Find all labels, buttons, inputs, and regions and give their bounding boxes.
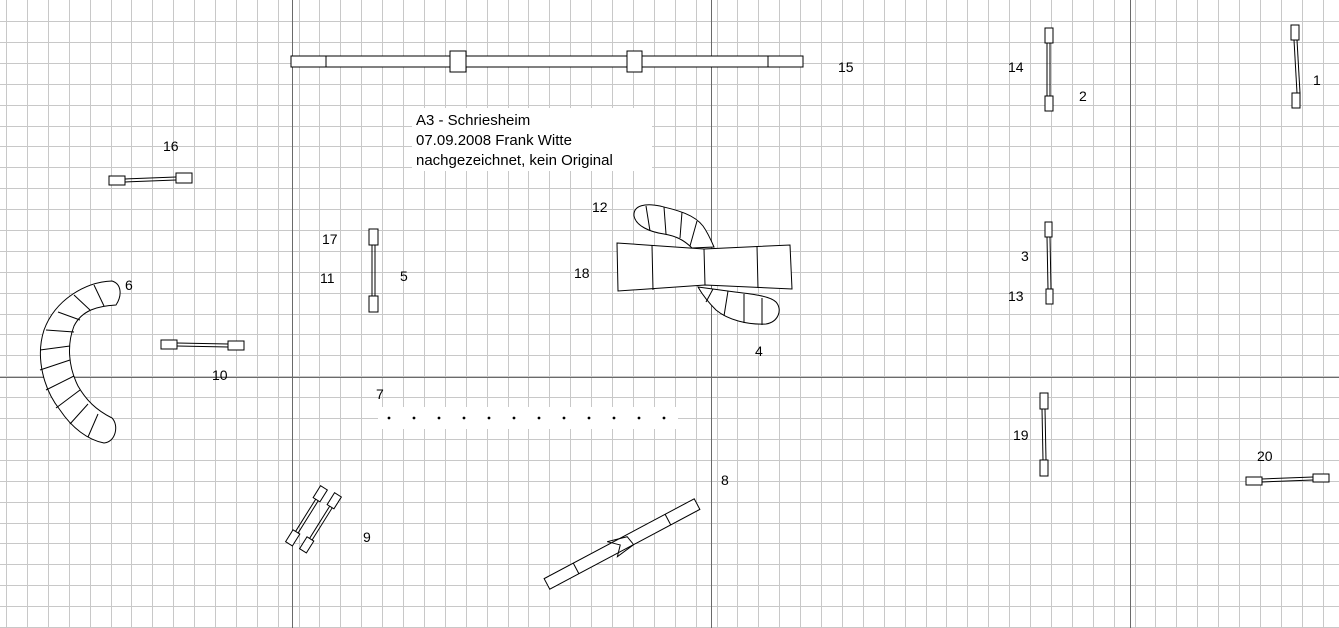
jump-icon[interactable] [109, 173, 192, 185]
weave-pole [638, 417, 641, 420]
dogwalk-icon[interactable] [291, 51, 803, 72]
number-label-11: 11 [320, 270, 335, 286]
number-label-12: 12 [592, 199, 608, 215]
weave-pole [413, 417, 416, 420]
weave-pole [663, 417, 666, 420]
number-label-18: 18 [574, 265, 590, 281]
number-label-8: 8 [721, 472, 729, 488]
number-label-20: 20 [1257, 448, 1273, 464]
jump-icon[interactable] [1040, 393, 1048, 476]
number-label-3: 3 [1021, 248, 1029, 264]
tunnel-icon[interactable] [698, 287, 779, 325]
number-label-6: 6 [125, 277, 133, 293]
jump-icon[interactable] [1291, 25, 1300, 108]
number-label-16: 16 [163, 138, 179, 154]
number-label-13: 13 [1008, 288, 1024, 304]
weave-pole [388, 417, 391, 420]
number-label-14: 14 [1008, 59, 1024, 75]
weave-background [378, 407, 678, 429]
jump-icon[interactable] [1246, 474, 1329, 485]
number-label-15: 15 [838, 59, 854, 75]
number-label-4: 4 [755, 343, 763, 359]
title-line-3: nachgezeichnet, kein Original [416, 152, 613, 169]
title-line-2: 07.09.2008 Frank Witte [416, 132, 572, 149]
weave-pole [588, 417, 591, 420]
weave-pole [613, 417, 616, 420]
weave-poles-icon[interactable] [378, 407, 678, 429]
jump-icon[interactable] [286, 486, 342, 553]
jump-icon[interactable] [161, 340, 244, 350]
weave-pole [513, 417, 516, 420]
weave-pole [488, 417, 491, 420]
table-icon[interactable] [617, 243, 792, 291]
weave-pole [438, 417, 441, 420]
course-title [412, 108, 652, 171]
weave-pole [463, 417, 466, 420]
tunnel-icon[interactable] [634, 205, 714, 248]
number-label-19: 19 [1013, 427, 1029, 443]
title-line-1: A3 - Schriesheim [416, 112, 531, 129]
weave-pole [538, 417, 541, 420]
number-label-2: 2 [1079, 88, 1087, 104]
number-label-17: 17 [322, 231, 338, 247]
number-label-9: 9 [363, 529, 371, 545]
number-label-1: 1 [1313, 72, 1321, 88]
number-label-5: 5 [400, 268, 408, 284]
number-label-7: 7 [376, 386, 384, 402]
number-label-10: 10 [212, 367, 228, 383]
jump-icon[interactable] [369, 229, 378, 312]
weave-pole [563, 417, 566, 420]
